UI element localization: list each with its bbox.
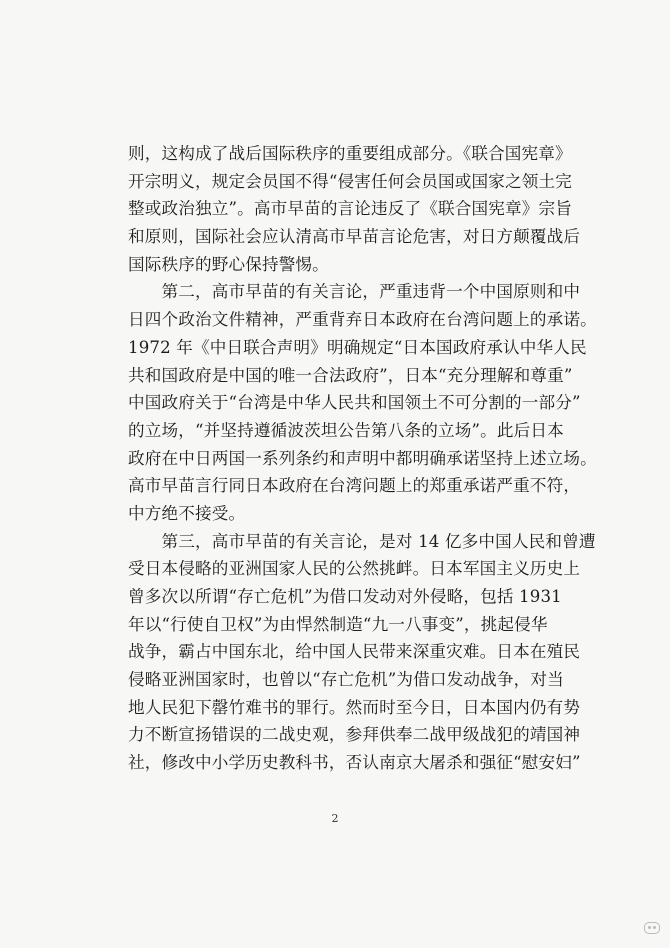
text-line: 第二，高市早苗的有关言论，严重违背一个中国原则和中 [128,282,581,302]
text-line: 战争，霸占中国东北，给中国人民带来深重灾难。日本在殖民 [128,642,581,662]
text-line: 整或政治独立”。高市早苗的言论违反了《联合国宪章》宗旨 [128,199,572,219]
text-line: 国际秩序的野心保持警惕。 [128,254,329,274]
text-line: 1972 年《中日联合声明》明确规定“日本国政府承认中华人民 [128,337,587,357]
text-line: 第三，高市早苗的有关言论，是对 14 亿多中国人民和曾遭 [128,531,596,551]
text-line: 受日本侵略的亚洲国家人民的公然挑衅。日本军国主义历史上 [128,559,581,579]
text-line: 中方绝不接受。 [128,503,246,523]
body-text [128,140,608,777]
text-line: 政府在中日两国一系列条约和声明中都明确承诺坚持上述立场。 [128,448,597,468]
text-line: 地人民犯下罄竹难书的罪行。然而时至今日，日本国内仍有势 [128,697,581,717]
text-line: 力不断宣扬错误的二战史观，参拜供奉二战甲级战犯的靖国神 [128,725,581,745]
text-line: 年以“行使自卫权”为由悍然制造“九一八事变”，挑起侵华 [128,614,548,634]
watermark-logo-icon [644,922,660,934]
text-line: 侵略亚洲国家时，也曾以“存亡危机”为借口发动战争，对当 [128,670,564,690]
text-line: 共和国政府是中国的唯一合法政府”，日本“充分理解和尊重” [128,365,573,385]
text-line: 开宗明义，规定会员国不得“侵害任何会员国或国家之领土完 [128,171,572,191]
text-line: 日四个政治文件精神，严重背弃日本政府在台湾问题上的承诺。 [128,310,597,330]
text-line: 则，这构成了战后国际秩序的重要组成部分。《联合国宪章》 [128,144,572,163]
text-line: 曾多次以所谓“存亡危机”为借口发动对外侵略，包括 1931 [128,587,562,606]
text-line: 社，修改中小学历史教科书，否认南京大屠杀和强征“慰安妇” [128,753,581,773]
text-line: 的立场，“并坚持遵循波茨坦公告第八条的立场”。此后日本 [128,420,564,440]
text-line: 中国政府关于“台湾是中华人民共和国领土不可分割的一部分” [128,393,581,413]
page-number: 2 [331,812,339,825]
watermark [644,922,660,934]
text-line: 和原则，国际社会应认清高市早苗言论危害，对日方颠覆战后 [128,227,581,247]
text-line: 高市早苗言行同日本政府在台湾问题上的郑重承诺严重不符， [128,476,581,496]
